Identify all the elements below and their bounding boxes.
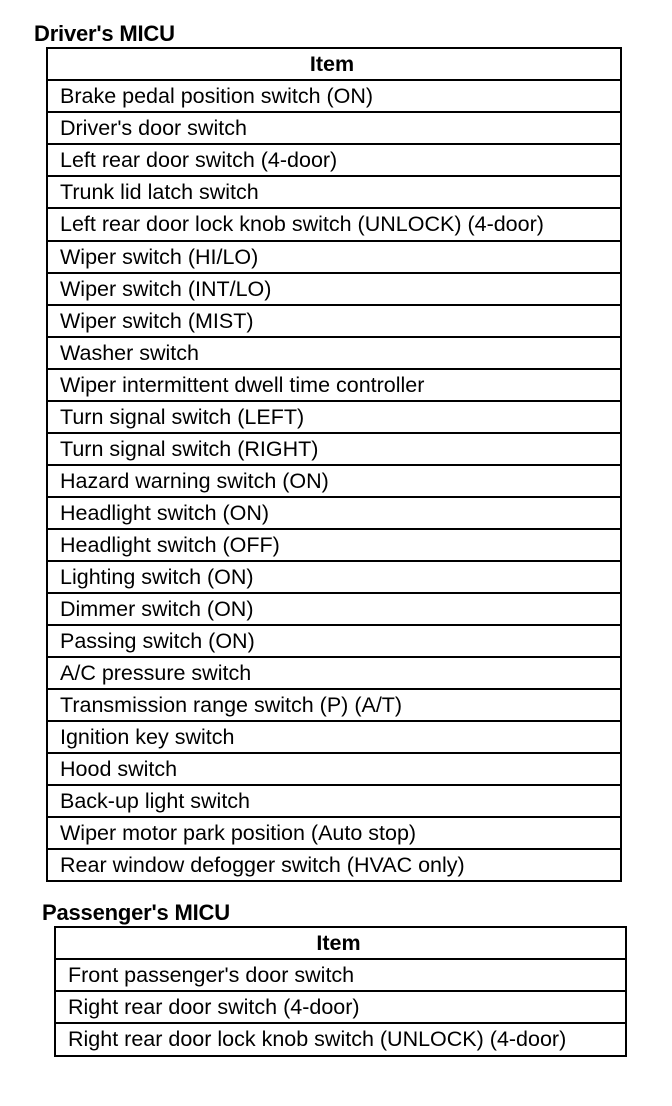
table-row	[47, 593, 621, 625]
table-header-row	[55, 927, 626, 959]
item-cell: Front passenger's door switch	[55, 959, 626, 991]
table-row	[47, 337, 621, 369]
item-cell: Right rear door switch (4-door)	[55, 991, 626, 1023]
table-row	[47, 369, 621, 401]
item-column-header: Item	[47, 48, 621, 80]
item-cell: Back-up light switch	[47, 785, 621, 817]
table-row	[47, 689, 621, 721]
table-row	[47, 529, 621, 561]
table-row	[47, 657, 621, 689]
item-cell: Left rear door switch (4-door)	[47, 144, 621, 176]
table-row	[47, 561, 621, 593]
table-row	[47, 721, 621, 753]
item-cell: Lighting switch (ON)	[47, 561, 621, 593]
item-cell: Headlight switch (OFF)	[47, 529, 621, 561]
table-row	[47, 433, 621, 465]
item-cell: A/C pressure switch	[47, 657, 621, 689]
passenger-micu-table	[54, 926, 627, 1057]
table-row	[47, 849, 621, 881]
table-row	[47, 208, 621, 241]
item-cell: Transmission range switch (P) (A/T)	[47, 689, 621, 721]
item-cell: Trunk lid latch switch	[47, 176, 621, 208]
driver-micu-table-body	[47, 48, 621, 881]
item-cell: Wiper intermittent dwell time controller	[47, 369, 621, 401]
item-cell: Turn signal switch (LEFT)	[47, 401, 621, 433]
item-cell: Wiper motor park position (Auto stop)	[47, 817, 621, 849]
item-cell: Headlight switch (ON)	[47, 497, 621, 529]
table-header-row	[47, 48, 621, 80]
table-row	[47, 785, 621, 817]
table-row	[47, 625, 621, 657]
table-row	[47, 80, 621, 112]
table-row	[47, 465, 621, 497]
table-row	[55, 1023, 626, 1056]
item-cell: Left rear door lock knob switch (UNLOCK) (4-door)	[47, 208, 621, 241]
item-cell: Right rear door lock knob switch (UNLOCK) (4-door)	[55, 1023, 626, 1056]
item-cell: Brake pedal position switch (ON)	[47, 80, 621, 112]
passenger-micu-title: Passenger's MICU	[42, 900, 230, 925]
item-cell: Ignition key switch	[47, 721, 621, 753]
item-cell: Wiper switch (INT/LO)	[47, 273, 621, 305]
table-row	[47, 241, 621, 273]
item-column-header: Item	[55, 927, 626, 959]
item-cell: Passing switch (ON)	[47, 625, 621, 657]
table-row	[47, 176, 621, 208]
item-cell: Hood switch	[47, 753, 621, 785]
table-row	[47, 144, 621, 176]
item-cell: Rear window defogger switch (HVAC only)	[47, 849, 621, 881]
driver-micu-title: Driver's MICU	[34, 21, 175, 46]
table-row	[47, 497, 621, 529]
item-cell: Wiper switch (MIST)	[47, 305, 621, 337]
table-row	[55, 959, 626, 991]
table-row	[47, 817, 621, 849]
item-cell: Dimmer switch (ON)	[47, 593, 621, 625]
item-cell: Turn signal switch (RIGHT)	[47, 433, 621, 465]
item-cell: Washer switch	[47, 337, 621, 369]
passenger-micu-table-body	[55, 927, 626, 1056]
table-row	[47, 112, 621, 144]
item-cell: Wiper switch (HI/LO)	[47, 241, 621, 273]
item-cell: Hazard warning switch (ON)	[47, 465, 621, 497]
table-row	[55, 991, 626, 1023]
table-row	[47, 305, 621, 337]
table-row	[47, 401, 621, 433]
table-row	[47, 273, 621, 305]
table-row	[47, 753, 621, 785]
driver-micu-table	[46, 47, 622, 882]
item-cell: Driver's door switch	[47, 112, 621, 144]
